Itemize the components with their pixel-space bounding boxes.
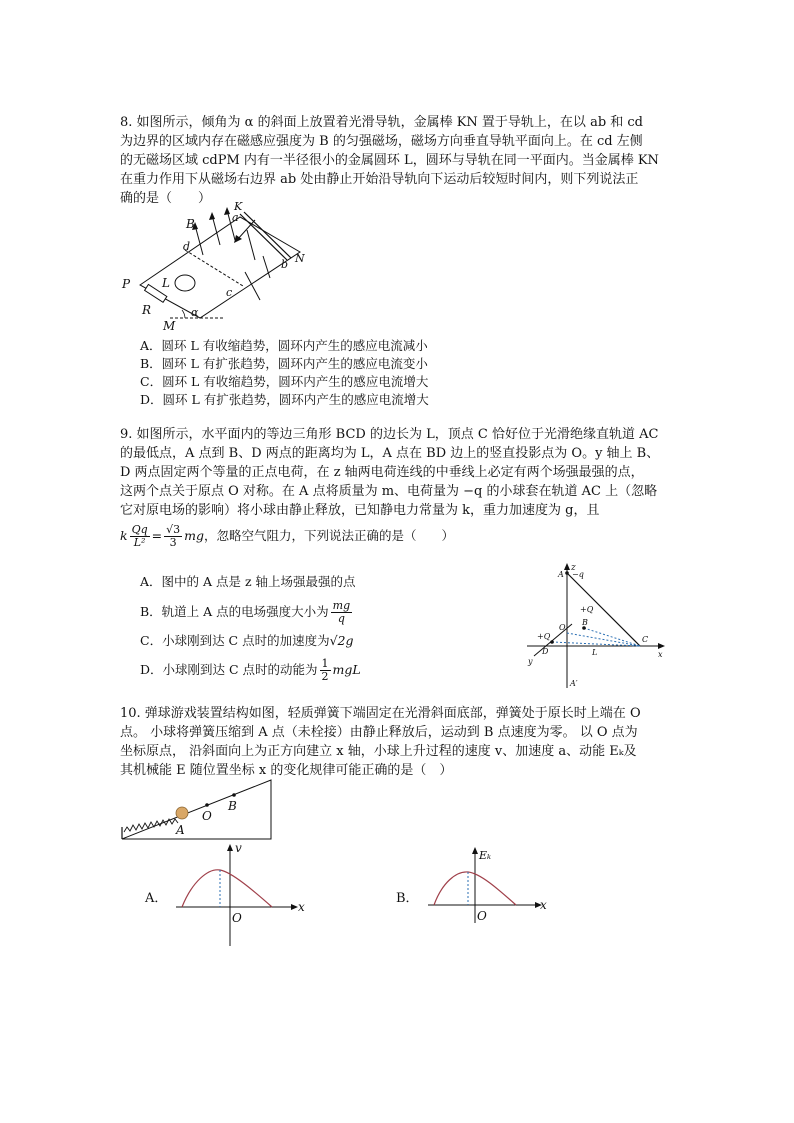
q8-field-line-4 — [247, 230, 255, 260]
q9-charge-d — [550, 640, 554, 644]
q8-line-4: 在重力作用下从磁场右边界 ab 处由静止开始沿导轨向下运动后较短时间内，则下列说法正 — [120, 172, 639, 187]
q9-option-d-tail: mgL — [332, 662, 361, 677]
q10-graph-b-y-arrow — [472, 847, 478, 854]
q8-line-1: 8. 如图所示，倾角为 α 的斜面上放置着光滑导轨，金属棒 KN 置于导轨上，在以 ab 和 cd — [120, 115, 644, 130]
q8-rod-kn-edge — [244, 212, 291, 258]
q10-graph-b-ylabel: Eₖ — [479, 849, 492, 862]
q9-formula-num: Qq — [131, 523, 148, 536]
q9-line-4: 这两个点关于原点 O 对称。在 A 点将质量为 m、电荷量为 −q 的小球套在轨道 AC 上（忽略 — [120, 484, 658, 499]
q8-line-2: 为边界的区域内存在磁感应强度为 B 的匀强磁场，磁场方向垂直导轨平面向上。在 cd 左侧 — [120, 134, 643, 149]
q10-graph-a-xlabel: x — [298, 900, 305, 914]
q8-label-l: L — [162, 276, 170, 290]
q9-label-l: L — [592, 648, 598, 657]
q10-label-a: A — [176, 823, 185, 837]
q10-spring — [124, 819, 178, 832]
q8-option-c: C．圆环 L 有收缩趋势，圆环内产生的感应电流增大 — [140, 374, 429, 389]
q9-figure — [522, 560, 672, 695]
q8-option-b: B．圆环 L 有扩张趋势，圆环内产生的感应电流变小 — [140, 356, 428, 371]
q8-label-c: c — [226, 286, 233, 299]
q10-graph-b — [420, 845, 560, 925]
q9-label-a-prime: A′ — [570, 679, 578, 688]
q9-label-x: x — [658, 650, 663, 659]
q10-graph-b-origin: O — [477, 909, 487, 923]
q9-option-b-text: B．轨道上 A 点的电场强度大小为 — [140, 604, 329, 619]
q10-graph-a — [170, 840, 310, 950]
q8-field-arrow-2 — [209, 212, 215, 220]
q9-option-b-num: mg — [332, 599, 351, 612]
q10-line-4: 其机械能 E 随位置坐标 x 的变化规律可能正确的是（ ） — [120, 763, 453, 778]
q9-formula-rden: 3 — [169, 536, 177, 549]
q9-option-b — [140, 598, 354, 626]
q8-ring-l — [175, 275, 195, 291]
q9-formula-rnum: √3 — [166, 523, 181, 536]
q9-line-1: 9. 如图所示，水平面内的等边三角形 BCD 的边长为 L，顶点 C 恰好位于光滑绝缘直轨道 AC — [120, 427, 659, 442]
q9-formula-line — [120, 523, 454, 549]
q8-figure — [115, 200, 315, 335]
q9-option-d-frac — [320, 658, 331, 683]
q9-label-b: B — [582, 618, 588, 627]
q8-field-arrow-3 — [224, 207, 230, 215]
q10-point-o — [205, 803, 209, 807]
q9-option-d-text: D．小球刚到达 C 点时的动能为 — [140, 662, 318, 677]
q9-line-2: 的最低点，A 点到 B、D 两点的距离均为 L，A 点在 BD 边上的竖直投影点为 O。y 轴上 B、 — [120, 446, 660, 461]
q8-angle-arc — [182, 310, 185, 318]
q10-figure — [118, 775, 278, 845]
q9-formula-den: L² — [133, 536, 146, 549]
q10-graph-a-origin: O — [232, 911, 242, 925]
q9-label-d: D — [542, 647, 549, 656]
q8-label-n: N — [295, 252, 305, 265]
q8-label-b-field: B — [186, 217, 195, 231]
q9-z-arrow — [564, 563, 570, 570]
q9-track-ac — [567, 573, 640, 646]
q9-formula-frac-2 — [164, 524, 182, 549]
q9-option-c-text: C．小球刚到达 C 点时的加速度为 — [140, 633, 330, 648]
q8-field-line-2 — [212, 215, 220, 245]
q8-label-p: P — [122, 277, 131, 291]
q10-line-3: 坐标原点， 沿斜面向上为正方向建立 x 轴，小球上升过程的速度 v、加速度 a、动能 Eₖ及 — [120, 744, 637, 759]
q9-option-d — [140, 656, 361, 684]
q9-formula-k: k — [120, 528, 128, 543]
q9-x-arrow — [658, 643, 665, 649]
q9-option-d-den: 2 — [321, 670, 329, 683]
q8-label-r: R — [142, 303, 152, 317]
q9-formula-mg: mg — [184, 528, 204, 543]
q10-label-o: O — [202, 809, 212, 823]
q10-graph-a-x-arrow — [291, 904, 298, 910]
q8-label-k: K — [234, 200, 243, 213]
q8-label-d: d — [183, 240, 191, 253]
q9-label-c: C — [642, 635, 649, 644]
q10-point-b — [232, 793, 236, 797]
q10-graph-b-xlabel: x — [540, 898, 547, 912]
q9-option-b-den: q — [337, 612, 345, 625]
q8-option-d: D．圆环 L 有扩张趋势，圆环内产生的感应电流增大 — [140, 392, 429, 407]
q9-option-d-num: 1 — [321, 657, 329, 670]
q8-rail-frame — [140, 217, 300, 318]
q9-label-a: A — [558, 570, 564, 579]
q10-graph-a-curve — [182, 870, 272, 907]
q8-field-line-1 — [195, 225, 203, 255]
q10-graph-a-option: A． — [145, 891, 168, 906]
q9-label-plus-q-2: +Q — [537, 632, 551, 641]
q9-option-a: A．图中的 A 点是 z 轴上场强最强的点 — [140, 574, 356, 589]
q9-option-b-frac — [331, 600, 352, 625]
q9-line-3: D 两点固定两个等量的正点电荷，在 z 轴两电荷连线的中垂线上必定有两个场强最强的点， — [120, 465, 644, 480]
q8-line-5: 确的是（ ） — [120, 191, 212, 206]
q9-line-5: 它对原电场的影响）将小球由静止释放，已知静电力常量为 k，重力加速度为 g，且 — [120, 503, 600, 518]
q9-label-minus-q: −q — [572, 570, 584, 579]
q8-rod-kn — [240, 214, 287, 260]
q8-label-b: b — [281, 258, 289, 271]
q10-incline — [122, 780, 271, 839]
q8-motion-line — [237, 220, 255, 240]
q9-formula-tail: ，忽略空气阻力，下列说法正确的是（ ） — [204, 528, 455, 543]
q9-formula-eq: = — [151, 528, 163, 543]
q8-cd-line — [185, 250, 243, 286]
q9-label-plus-q-1: +Q — [580, 605, 594, 614]
q10-graph-a-y-arrow — [227, 844, 233, 851]
q10-line-2: 点。 小球将弹簧压缩到 A 点（未栓接）由静止释放后，运动到 B 点速度为零。 以 O 点为 — [120, 725, 638, 740]
q10-line-1: 10. 弹球游戏装置结构如图，轻质弹簧下端固定在光滑斜面底部，弹簧处于原长时上端在 O — [120, 706, 641, 721]
q9-label-z: z — [571, 563, 576, 573]
q8-label-a: a — [232, 211, 239, 224]
q9-option-c — [140, 632, 354, 649]
q8-label-alpha: α — [191, 306, 199, 319]
q8-option-a: A．圆环 L 有收缩趋势，圆环内产生的感应电流减小 — [140, 338, 428, 353]
q9-label-o: O — [559, 623, 566, 632]
q10-graph-a-ylabel: v — [235, 841, 242, 855]
q9-formula-frac-1 — [130, 524, 150, 549]
q10-label-b: B — [228, 799, 237, 813]
q9-label-y: y — [528, 657, 533, 666]
q8-label-m: M — [163, 319, 176, 333]
q8-line-3: 的无磁场区域 cdPM 内有一半径很小的金属圆环 L，圆环与导轨在同一平面内。当金属棒 KN — [120, 153, 659, 168]
q9-charge-a — [565, 571, 569, 575]
q10-graph-b-option: B． — [396, 891, 419, 906]
q8-field-line-6 — [245, 272, 260, 300]
q9-option-c-val: √2g — [329, 633, 354, 648]
q10-ball — [176, 807, 188, 819]
